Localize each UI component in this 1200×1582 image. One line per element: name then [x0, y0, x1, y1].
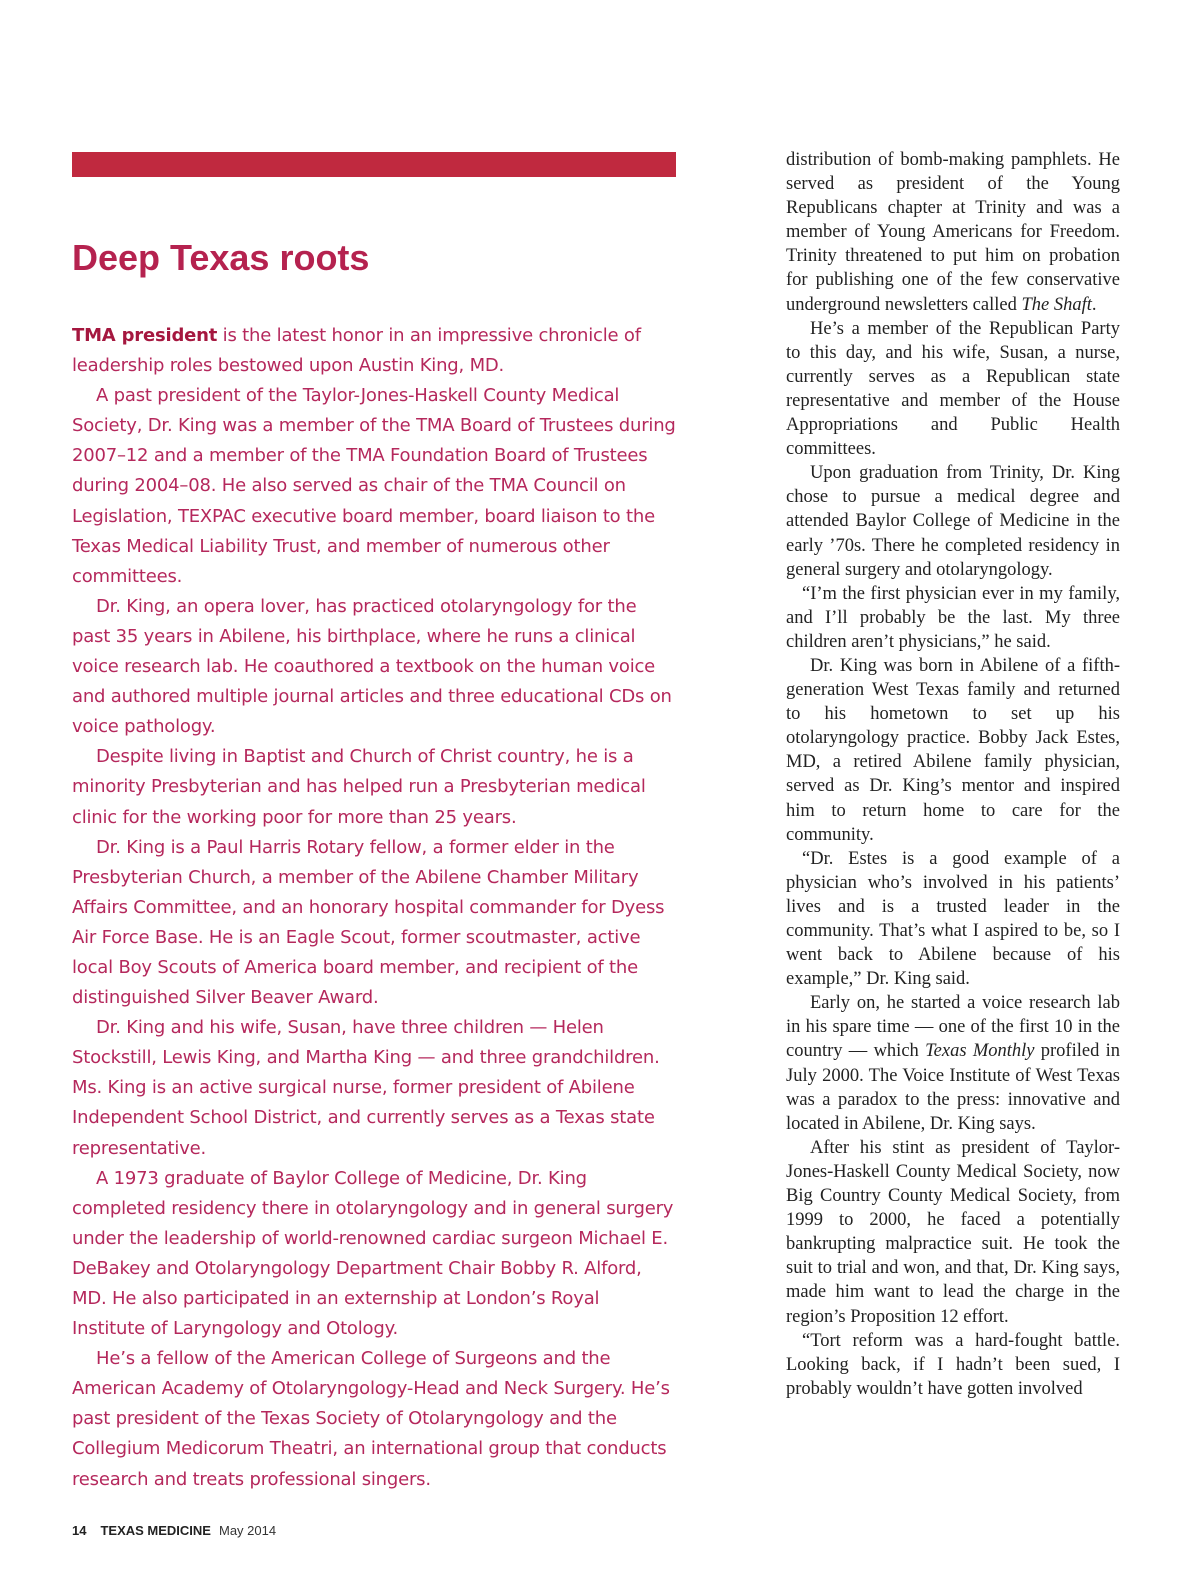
article-paragraph: He’s a member of the Republican Party to this day, and his wife, Susan, a nurse, currently serves as a Republican state representative and member of the House Appropriations and Public Health committees. [786, 318, 1120, 460]
sidebar-paragraph [72, 321, 676, 381]
article-paragraph [786, 991, 1120, 1136]
sidebar-paragraph: Dr. King is a Paul Harris Rotary fellow, a former elder in the Presbyterian Church, a member of the Abilene Chamber Military Affairs Committee, and an honorary hospital commander for Dyess Air Force Base. He is an Eagle Scout, former scoutmaster, active local Boy Scouts of America board member, and recipient of the distinguished Silver Beaver Award. [72, 836, 665, 1009]
sidebar-paragraph: Dr. King and his wife, Susan, have three children — Helen Stockstill, Lewis King, and Martha King — and three grandchildren. Ms. King is an active surgical nurse, former president of Abilene Independent School District, and currently serves as a Texas state representative. [72, 1017, 660, 1159]
sidebar-paragraph: He’s a fellow of the American College of Surgeons and the American Academy of Otolaryngology-Head and Neck Surgery. He’s past president of the Texas Society of Otolaryngology and the Collegium Medicorum Theatri, an international group that conducts research and treats professional singers. [72, 1348, 670, 1490]
article-paragraph: After his stint as president of Taylor-Jones-Haskell County Medical Society, now Big Country County Medical Society, from 1999 to 2000, he faced a potentially bankrupting malpractice suit. He took the suit to trial and won, and that, Dr. King says, made him want to lead the charge in the region’s Proposition 12 effort. [786, 1137, 1120, 1327]
issue-date: May 2014 [218, 1523, 277, 1538]
sidebar-body [72, 321, 676, 1495]
publication-name: TEXAS MEDICINE [100, 1523, 211, 1538]
article-paragraph [786, 148, 1120, 317]
article-paragraph: “Dr. Estes is a good example of a physician who’s involved in his patients’ lives and is a trusted leader in the community. That’s what I aspired to be, so I went back to Abilene because of his example,” Dr. King said. [786, 848, 1120, 990]
sidebar-paragraph: Despite living in Baptist and Church of Christ country, he is a minority Presbyterian and has helped run a Presbyterian medical clinic for the working poor for more than 25 years. [72, 746, 646, 828]
sidebar-title: Deep Texas roots [72, 237, 370, 278]
magazine-name: Texas Monthly [925, 1041, 1035, 1062]
newsletter-title: The Shaft [1021, 294, 1092, 315]
article-paragraph: Dr. King was born in Abilene of a fifth-generation West Texas family and returned to his hometown to set up his otolaryngology practice. Bobby Jack Estes, MD, a retired Abilene family physician, served as Dr. King’s mentor and inspired him to return home to care for the community. [786, 655, 1120, 845]
sidebar-accent-bar [72, 152, 676, 177]
article-column [786, 148, 1120, 1401]
page-number: 14 [72, 1523, 87, 1538]
sidebar-lead-in: TMA president [72, 325, 218, 346]
article-paragraph: “Tort reform was a hard-fought battle. Looking back, if I hadn’t been sued, I probably wouldn’t have gotten involved [786, 1330, 1120, 1399]
article-text: distribution of bomb-making pamphlets. He served as president of the Young Republicans chapter at Trinity and was a member of Young Americans for Freedom. Trinity threatened to put him on probation for publishing one of the few conservative underground newsletters called [786, 150, 1120, 315]
article-paragraph: “I’m the first physician ever in my family, and I’ll probably be the last. My three children aren’t physicians,” he said. [786, 583, 1120, 652]
article-text: profiled in July 2000. The Voice Institute of West Texas was a paradox to the press: innovative and located in Abilene, Dr. King says. [786, 1041, 1120, 1134]
sidebar-paragraph: A 1973 graduate of Baylor College of Medicine, Dr. King completed residency there in otolaryngology and in general surgery under the leadership of world-renowned cardiac surgeon Michael E. DeBakey and Otolaryngology Department Chair Bobby R. Alford, MD. He also participated in an externship at London’s Royal Institute of Laryngology and Otology. [72, 1167, 674, 1340]
article-text: . [1091, 294, 1097, 315]
page-footer [72, 1521, 276, 1541]
article-paragraph: Upon graduation from Trinity, Dr. King chose to pursue a medical degree and attended Baylor College of Medicine in the early ’70s. There he completed residency in general surgery and otolaryngology. [786, 463, 1120, 580]
sidebar-paragraph-text: is the latest honor in an impressive chronicle of leadership roles bestowed upon Austin King, MD. [72, 325, 641, 377]
sidebar-paragraph: A past president of the Taylor-Jones-Haskell County Medical Society, Dr. King was a member of the TMA Board of Trustees during 2007–12 and a member of the TMA Foundation Board of Trustees during 2004–08. He also served as chair of the TMA Council on Legislation, TEXPAC executive board member, board liaison to the Texas Medical Liability Trust, and member of numerous other committees. [72, 385, 676, 587]
article-text: Early on, he started a voice research lab in his spare time — one of the first 10 in the country — which [786, 993, 1120, 1062]
sidebar-paragraph: Dr. King, an opera lover, has practiced otolaryngology for the past 35 years in Abilene, his birthplace, where he runs a clinical voice research lab. He coauthored a textbook on the human voice and authored multiple journal articles and three educational CDs on voice pathology. [72, 595, 672, 738]
